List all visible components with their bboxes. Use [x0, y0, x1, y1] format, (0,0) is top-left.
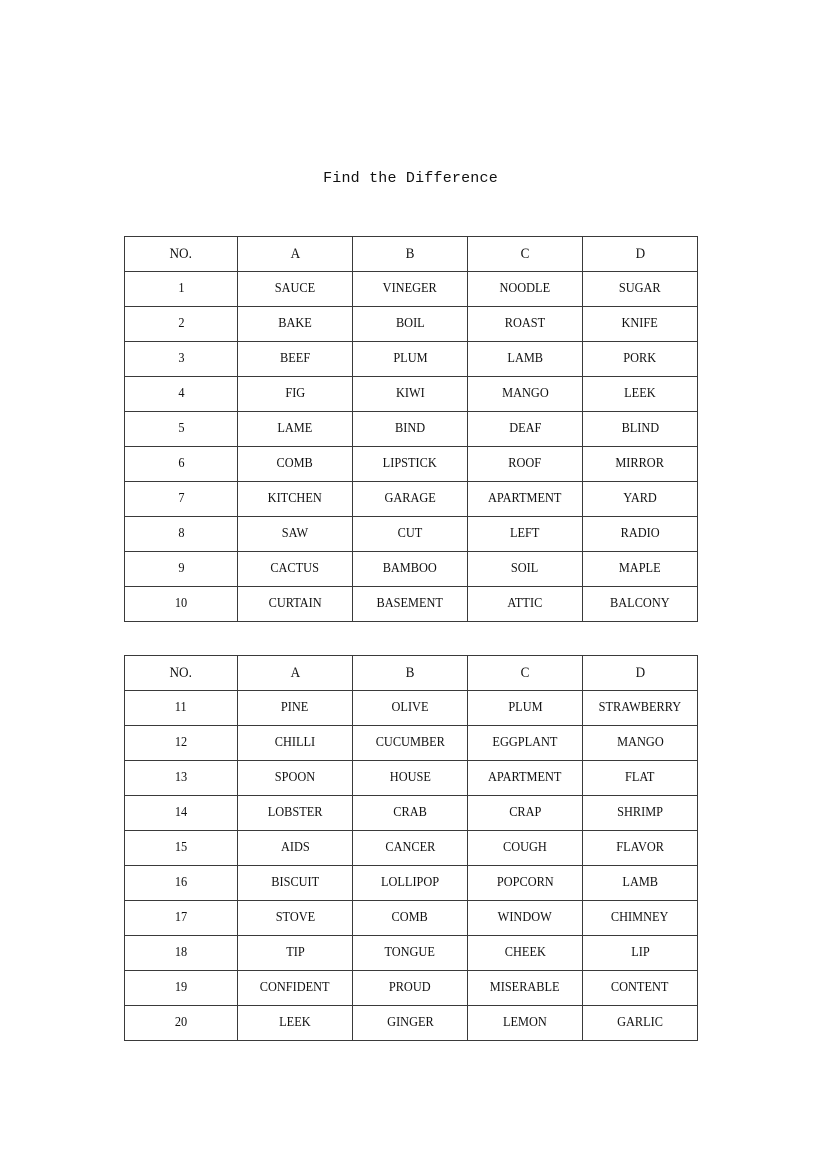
word: GINGER — [386, 1015, 434, 1030]
word-cell — [353, 831, 468, 866]
word-cell — [238, 517, 353, 552]
row-number: 18 — [174, 945, 188, 960]
word-cell — [583, 552, 698, 587]
row-number: 8 — [177, 526, 185, 541]
word-cell — [468, 412, 583, 447]
word: NOODLE — [499, 281, 551, 296]
word-cell — [583, 971, 698, 1006]
word: EGGPLANT — [492, 735, 558, 750]
word-cell — [353, 971, 468, 1006]
word: LIPSTICK — [382, 456, 438, 471]
word: LOBSTER — [267, 805, 323, 820]
word: CHILLI — [274, 735, 316, 750]
word-cell — [468, 587, 583, 622]
row-number: 16 — [174, 875, 188, 890]
word-cell — [468, 761, 583, 796]
word: ATTIC — [507, 596, 543, 611]
word-cell — [353, 691, 468, 726]
word-cell — [468, 307, 583, 342]
row-number: 2 — [177, 316, 185, 331]
word: MANGO — [501, 386, 549, 401]
word: APARTMENT — [488, 491, 562, 506]
word: PLUM — [507, 700, 543, 715]
word: BAMBOO — [382, 561, 438, 576]
word: CHIMNEY — [611, 910, 669, 925]
word: LEEK — [279, 1015, 311, 1030]
word: PINE — [281, 700, 309, 715]
word: WINDOW — [497, 910, 553, 925]
word-cell — [353, 517, 468, 552]
word: BASEMENT — [376, 596, 444, 611]
word: SHRIMP — [617, 805, 663, 820]
word-cell — [238, 377, 353, 412]
word-cell — [238, 1006, 353, 1041]
row-number-cell — [125, 272, 238, 307]
row-number-cell — [125, 936, 238, 971]
word-cell — [238, 971, 353, 1006]
word: LAMB — [622, 875, 658, 890]
word: LEMON — [503, 1015, 547, 1030]
word: CONFIDENT — [260, 980, 330, 995]
table-row — [125, 517, 698, 552]
word: CUCUMBER — [375, 735, 445, 750]
row-number-cell — [125, 901, 238, 936]
word: PLUM — [392, 351, 428, 366]
table-row — [125, 482, 698, 517]
word: ROAST — [504, 316, 546, 331]
word-cell — [353, 377, 468, 412]
word-cell — [583, 796, 698, 831]
word-cell — [238, 412, 353, 447]
row-number: 10 — [174, 596, 188, 611]
row-number: 3 — [177, 351, 185, 366]
word: CRAB — [393, 805, 427, 820]
row-number-cell — [125, 971, 238, 1006]
word-cell — [238, 307, 353, 342]
table-row — [125, 272, 698, 307]
table-row — [125, 447, 698, 482]
word-cell — [468, 517, 583, 552]
row-number: 14 — [174, 805, 188, 820]
word-cell — [583, 412, 698, 447]
word-cell — [238, 796, 353, 831]
page-title: Find the Difference — [323, 170, 498, 187]
word-cell — [468, 971, 583, 1006]
column-header-label: D — [635, 664, 645, 681]
word: VINEGER — [382, 281, 438, 296]
word-cell — [238, 831, 353, 866]
column-header — [353, 237, 468, 272]
row-number-cell — [125, 517, 238, 552]
word: LIP — [630, 945, 650, 960]
word-cell — [353, 482, 468, 517]
word: BISCUIT — [271, 875, 319, 890]
row-number-cell — [125, 1006, 238, 1041]
row-number-cell — [125, 831, 238, 866]
word-cell — [238, 901, 353, 936]
word-cell — [353, 272, 468, 307]
table-row — [125, 587, 698, 622]
word: ROOF — [508, 456, 542, 471]
word-cell — [583, 377, 698, 412]
table-row — [125, 691, 698, 726]
word-cell — [353, 447, 468, 482]
word-cell — [583, 1006, 698, 1041]
row-number-cell — [125, 342, 238, 377]
word-cell — [583, 272, 698, 307]
word-cell — [468, 552, 583, 587]
table-row — [125, 412, 698, 447]
row-number-cell — [125, 866, 238, 901]
word-cell — [468, 866, 583, 901]
column-header-label: NO. — [169, 664, 193, 681]
row-number: 19 — [174, 980, 188, 995]
word: SOIL — [511, 561, 539, 576]
word-cell — [353, 761, 468, 796]
column-header — [583, 656, 698, 691]
word-cell — [583, 761, 698, 796]
header-row — [125, 237, 698, 272]
word-cell — [468, 796, 583, 831]
word-cell — [353, 726, 468, 761]
word: POPCORN — [496, 875, 554, 890]
row-number-cell — [125, 412, 238, 447]
word: STOVE — [275, 910, 315, 925]
word: BAKE — [278, 316, 312, 331]
word-cell — [468, 901, 583, 936]
word-cell — [353, 412, 468, 447]
word-cell — [468, 1006, 583, 1041]
word-cell — [583, 447, 698, 482]
word: KITCHEN — [267, 491, 323, 506]
word: COMB — [276, 456, 314, 471]
word: TIP — [285, 945, 305, 960]
row-number-cell — [125, 552, 238, 587]
word: AIDS — [280, 840, 310, 855]
word: CACTUS — [270, 561, 320, 576]
word-cell — [583, 901, 698, 936]
word-cell — [468, 482, 583, 517]
table-row — [125, 726, 698, 761]
word-cell — [353, 866, 468, 901]
table-row — [125, 866, 698, 901]
column-header-label: B — [405, 245, 415, 262]
word-cell — [238, 866, 353, 901]
word: MISERABLE — [490, 980, 560, 995]
word: LEFT — [510, 526, 540, 541]
word-cell — [353, 1006, 468, 1041]
word: YARD — [623, 491, 657, 506]
column-header — [468, 656, 583, 691]
word-cell — [583, 866, 698, 901]
word-cell — [238, 342, 353, 377]
word-cell — [238, 761, 353, 796]
word: SAW — [281, 526, 309, 541]
word: COMB — [391, 910, 429, 925]
word-cell — [353, 796, 468, 831]
word: PROUD — [389, 980, 431, 995]
word: LAME — [277, 421, 313, 436]
word-table-1 — [124, 236, 698, 622]
table-row — [125, 342, 698, 377]
row-number: 13 — [174, 770, 188, 785]
word-cell — [583, 482, 698, 517]
word: RADIO — [620, 526, 660, 541]
word: BOIL — [395, 316, 425, 331]
column-header-label: C — [520, 245, 530, 262]
word-cell — [353, 901, 468, 936]
column-header-label: A — [290, 245, 300, 262]
column-header — [125, 237, 238, 272]
word-cell — [583, 691, 698, 726]
word-cell — [583, 936, 698, 971]
word: CRAP — [508, 805, 542, 820]
word-cell — [353, 587, 468, 622]
row-number: 4 — [177, 386, 185, 401]
word-cell — [468, 342, 583, 377]
word-cell — [583, 307, 698, 342]
row-number: 9 — [177, 561, 185, 576]
row-number-cell — [125, 482, 238, 517]
word: CHEEK — [504, 945, 546, 960]
word: CANCER — [385, 840, 435, 855]
word: TONGUE — [384, 945, 436, 960]
word-cell — [238, 691, 353, 726]
column-header — [238, 656, 353, 691]
column-header-label: NO. — [169, 245, 193, 262]
column-header-label: C — [520, 664, 530, 681]
row-number-cell — [125, 377, 238, 412]
column-header — [125, 656, 238, 691]
word-cell — [468, 447, 583, 482]
word-cell — [353, 342, 468, 377]
table-row — [125, 831, 698, 866]
word: BIND — [394, 421, 426, 436]
word: APARTMENT — [488, 770, 562, 785]
word: SPOON — [274, 770, 316, 785]
row-number-cell — [125, 691, 238, 726]
word: GARAGE — [384, 491, 436, 506]
row-number: 12 — [174, 735, 188, 750]
word: FLAT — [625, 770, 655, 785]
word-cell — [238, 447, 353, 482]
word: COUGH — [503, 840, 547, 855]
column-header-label: A — [290, 664, 300, 681]
table-row — [125, 901, 698, 936]
word-cell — [468, 726, 583, 761]
word: SAUCE — [274, 281, 316, 296]
word: SUGAR — [619, 281, 661, 296]
table-row — [125, 936, 698, 971]
row-number: 15 — [174, 840, 188, 855]
row-number: 11 — [175, 700, 187, 715]
row-number-cell — [125, 726, 238, 761]
word-cell — [238, 587, 353, 622]
word-table-2 — [124, 655, 698, 1041]
word: FIG — [285, 386, 305, 401]
word: HOUSE — [389, 770, 431, 785]
table-row — [125, 796, 698, 831]
word: DEAF — [508, 421, 542, 436]
table-row — [125, 377, 698, 412]
row-number-cell — [125, 587, 238, 622]
word-cell — [238, 482, 353, 517]
word: LOLLIPOP — [380, 875, 440, 890]
word: KNIFE — [621, 316, 659, 331]
header-row — [125, 656, 698, 691]
row-number: 6 — [177, 456, 185, 471]
table-row — [125, 1006, 698, 1041]
row-number: 17 — [174, 910, 188, 925]
word-cell — [353, 552, 468, 587]
word: PORK — [623, 351, 657, 366]
table-row — [125, 552, 698, 587]
word-cell — [468, 377, 583, 412]
column-header — [468, 237, 583, 272]
word: CONTENT — [611, 980, 669, 995]
word-cell — [468, 272, 583, 307]
row-number-cell — [125, 761, 238, 796]
word-cell — [238, 726, 353, 761]
row-number: 7 — [177, 491, 185, 506]
word-cell — [583, 517, 698, 552]
word-cell — [353, 307, 468, 342]
word-cell — [583, 342, 698, 377]
column-header-label: B — [405, 664, 415, 681]
word: BLIND — [621, 421, 659, 436]
table-row — [125, 761, 698, 796]
column-header — [353, 656, 468, 691]
word-cell — [583, 831, 698, 866]
word-cell — [583, 587, 698, 622]
word: CURTAIN — [268, 596, 322, 611]
row-number: 1 — [177, 281, 185, 296]
row-number-cell — [125, 447, 238, 482]
word: LEEK — [624, 386, 656, 401]
row-number-cell — [125, 307, 238, 342]
table-row — [125, 307, 698, 342]
word: CUT — [397, 526, 423, 541]
word-cell — [353, 936, 468, 971]
word: FLAVOR — [616, 840, 664, 855]
word: GARLIC — [617, 1015, 663, 1030]
column-header — [238, 237, 353, 272]
word-cell — [238, 936, 353, 971]
word-cell — [468, 936, 583, 971]
word-cell — [238, 552, 353, 587]
word: MANGO — [616, 735, 664, 750]
word: KIWI — [395, 386, 425, 401]
row-number: 5 — [177, 421, 185, 436]
word-cell — [468, 831, 583, 866]
row-number: 20 — [174, 1015, 188, 1030]
column-header-label: D — [635, 245, 645, 262]
word: STRAWBERRY — [598, 700, 682, 715]
row-number-cell — [125, 796, 238, 831]
word: MAPLE — [619, 561, 661, 576]
table-row — [125, 971, 698, 1006]
word: LAMB — [507, 351, 543, 366]
word: BALCONY — [610, 596, 670, 611]
word: OLIVE — [391, 700, 429, 715]
column-header — [583, 237, 698, 272]
word-cell — [583, 726, 698, 761]
word: MIRROR — [615, 456, 665, 471]
word-cell — [468, 691, 583, 726]
word: BEEF — [279, 351, 311, 366]
word-cell — [238, 272, 353, 307]
